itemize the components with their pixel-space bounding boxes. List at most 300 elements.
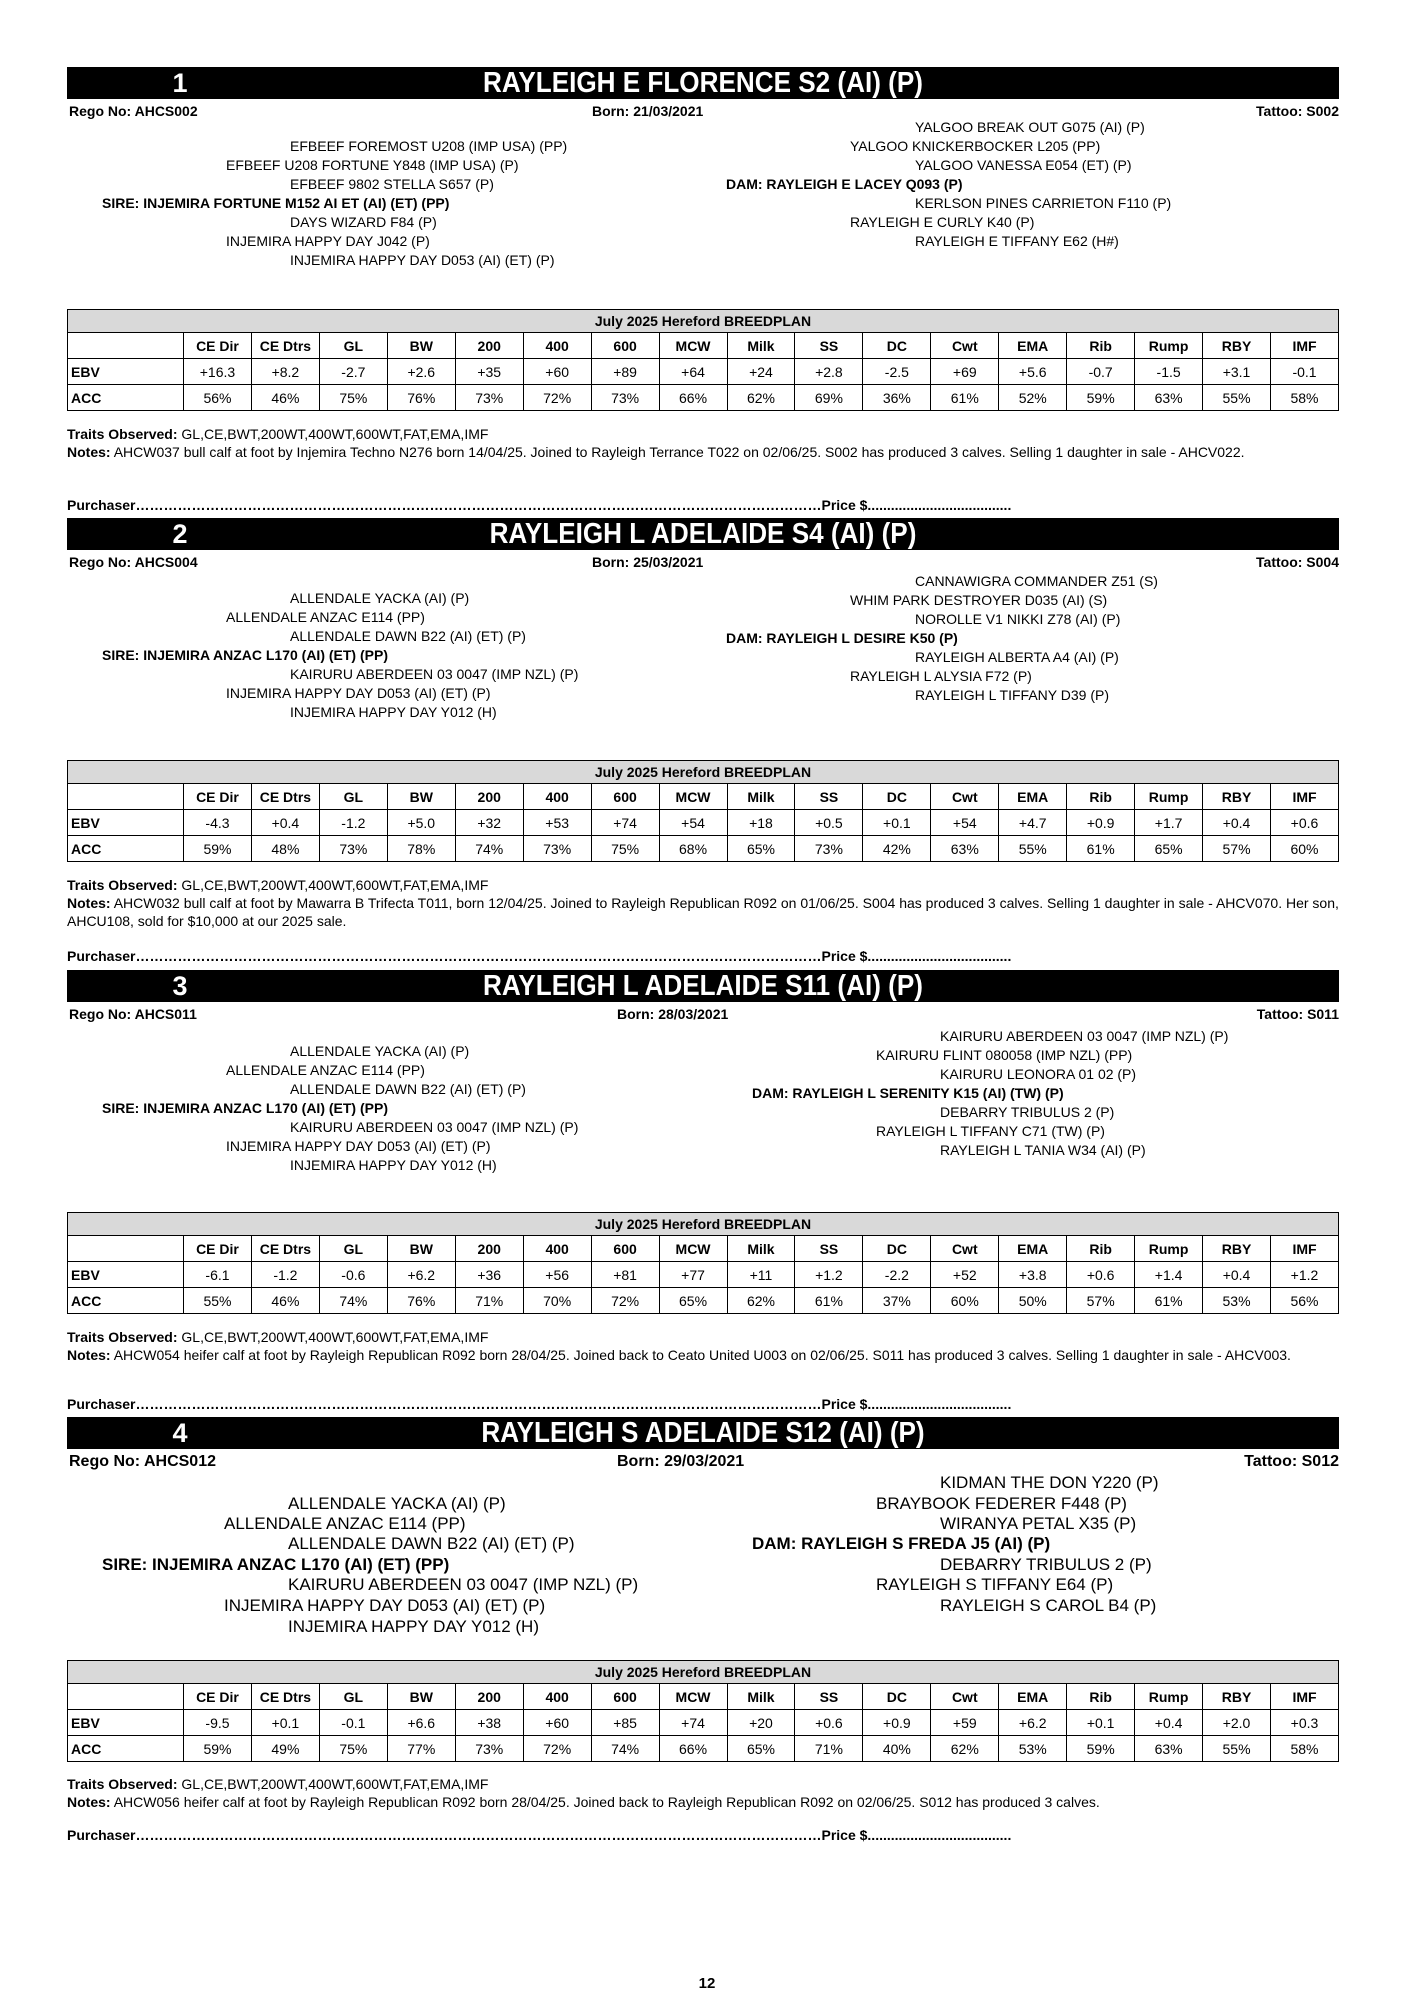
lot-name: RAYLEIGH E FLORENCE S2 (AI) (P): [483, 67, 923, 99]
sire-sire-dam: ALLENDALE DAWN B22 (AI) (ET) (P): [288, 1534, 575, 1553]
ebv-value: -4.3: [184, 810, 252, 836]
dam-dam-dam: RAYLEIGH L TANIA W34 (AI) (P): [940, 1142, 1146, 1158]
column-header: DC: [863, 1236, 931, 1262]
column-header: 400: [523, 784, 591, 810]
ebv-value: +0.4: [251, 810, 319, 836]
column-header: RBY: [1203, 784, 1271, 810]
purchaser-line[interactable]: Purchaser…………………………………………………………………………………………………………………………………Price $.....................................: [67, 948, 1012, 964]
acc-value: 72%: [591, 1288, 659, 1314]
ebv-value: +24: [727, 359, 795, 385]
ebv-value: +54: [931, 810, 999, 836]
column-header: Rib: [1067, 333, 1135, 359]
ebv-value: +89: [591, 359, 659, 385]
sire-dam-sire: KAIRURU ABERDEEN 03 0047 (IMP NZL) (P): [290, 1119, 579, 1135]
column-header: GL: [319, 333, 387, 359]
ebv-value: +6.2: [999, 1710, 1067, 1736]
acc-value: 75%: [319, 385, 387, 411]
acc-row: [68, 836, 1339, 862]
dam-dam-dam: RAYLEIGH L TIFFANY D39 (P): [915, 687, 1109, 703]
table-title: July 2025 Hereford BREEDPLAN: [68, 310, 1339, 333]
column-header: Rib: [1067, 784, 1135, 810]
born-value: 29/03/2021: [664, 1453, 745, 1470]
column-header: Rump: [1135, 1236, 1203, 1262]
acc-value: 73%: [523, 836, 591, 862]
ebv-value: +0.1: [1067, 1710, 1135, 1736]
sire-dam-dam: INJEMIRA HAPPY DAY Y012 (H): [290, 1157, 497, 1173]
lot-notes: [67, 1775, 1339, 1811]
sire-dam: INJEMIRA HAPPY DAY J042 (P): [226, 233, 430, 249]
column-header: Cwt: [931, 1236, 999, 1262]
column-header: RBY: [1203, 333, 1271, 359]
breedplan-table: [67, 1212, 1339, 1314]
column-header: EMA: [999, 1684, 1067, 1710]
acc-value: 58%: [1271, 385, 1339, 411]
ebv-value: -0.1: [319, 1710, 387, 1736]
traits-label: Traits Observed:: [67, 1329, 178, 1345]
ebv-value: +0.4: [1203, 810, 1271, 836]
column-header: GL: [319, 1236, 387, 1262]
lot-header: [67, 970, 1339, 1002]
notes-label: Notes:: [67, 895, 111, 911]
corner-cell: [68, 333, 184, 359]
ebv-row: [68, 810, 1339, 836]
column-header: CE Dir: [184, 1684, 252, 1710]
ebv-value: +0.9: [1067, 810, 1135, 836]
column-header: 600: [591, 333, 659, 359]
ebv-value: -1.5: [1135, 359, 1203, 385]
dam-sire-dam: KAIRURU LEONORA 01 02 (P): [940, 1066, 1137, 1082]
ebv-value: +0.5: [795, 810, 863, 836]
breedplan-table: [67, 760, 1339, 862]
column-header: IMF: [1271, 333, 1339, 359]
column-header-row: [68, 333, 1339, 359]
sire-sire: ALLENDALE ANZAC E114 (PP): [224, 1514, 466, 1533]
table-title: July 2025 Hereford BREEDPLAN: [68, 1661, 1339, 1684]
row-label: EBV: [68, 1262, 184, 1288]
ebv-value: +56: [523, 1262, 591, 1288]
pedigree: [67, 572, 1339, 720]
acc-value: 48%: [251, 836, 319, 862]
column-header-row: [68, 1684, 1339, 1710]
acc-value: 63%: [931, 836, 999, 862]
dam-sire-dam: NOROLLE V1 NIKKI Z78 (AI) (P): [915, 611, 1121, 627]
acc-value: 60%: [931, 1288, 999, 1314]
ebv-value: +0.6: [795, 1710, 863, 1736]
dam-dam-sire: RAYLEIGH ALBERTA A4 (AI) (P): [915, 649, 1119, 665]
sire-sire-sire: ALLENDALE YACKA (AI) (P): [290, 590, 470, 606]
rego-value: AHCS012: [143, 1453, 216, 1470]
ebv-value: +3.8: [999, 1262, 1067, 1288]
dam: DAM: RAYLEIGH L DESIRE K50 (P): [726, 630, 958, 646]
dam-sire-sire: KAIRURU ABERDEEN 03 0047 (IMP NZL) (P): [940, 1028, 1229, 1044]
ebv-value: +4.7: [999, 810, 1067, 836]
column-header: SS: [795, 333, 863, 359]
born-value: 21/03/2021: [633, 103, 704, 119]
sire-sire-sire: ALLENDALE YACKA (AI) (P): [288, 1494, 506, 1513]
column-header: 200: [455, 784, 523, 810]
acc-value: 57%: [1203, 836, 1271, 862]
lot-name: RAYLEIGH S ADELAIDE S12 (AI) (P): [481, 1417, 925, 1449]
sire-sire-dam: ALLENDALE DAWN B22 (AI) (ET) (P): [290, 1081, 526, 1097]
lot-2: [67, 518, 1339, 964]
column-header: GL: [319, 1684, 387, 1710]
acc-value: 66%: [659, 1736, 727, 1762]
breedplan-table: [67, 309, 1339, 411]
lot-number: 3: [172, 971, 188, 1001]
column-header: 600: [591, 784, 659, 810]
tattoo-label: Tattoo:: [1256, 1006, 1304, 1022]
acc-value: 59%: [184, 836, 252, 862]
lot-notes: [67, 876, 1339, 930]
ebv-value: +16.3: [184, 359, 252, 385]
column-header: DC: [863, 784, 931, 810]
column-header: 200: [455, 1684, 523, 1710]
row-label: EBV: [68, 810, 184, 836]
acc-value: 76%: [387, 385, 455, 411]
ebv-value: +0.1: [251, 1710, 319, 1736]
ebv-value: -1.2: [319, 810, 387, 836]
ebv-value: -0.1: [1271, 359, 1339, 385]
sire: SIRE: INJEMIRA FORTUNE M152 AI ET (AI) (ET) (PP): [102, 195, 450, 211]
sire-dam-dam: INJEMIRA HAPPY DAY Y012 (H): [288, 1617, 539, 1636]
lot-header: [67, 1417, 1339, 1449]
sire-dam-sire: KAIRURU ABERDEEN 03 0047 (IMP NZL) (P): [290, 666, 579, 682]
acc-value: 55%: [1203, 385, 1271, 411]
column-header: CE Dtrs: [251, 784, 319, 810]
row-label: ACC: [68, 1288, 184, 1314]
acc-value: 55%: [1203, 1736, 1271, 1762]
acc-value: 56%: [184, 385, 252, 411]
dam-sire: BRAYBOOK FEDERER F448 (P): [876, 1494, 1127, 1513]
purchaser-line[interactable]: Purchaser…………………………………………………………………………………………………………………………………Price $.....................................: [67, 1396, 1012, 1412]
page-number: 12: [698, 1975, 716, 1992]
lot-header: [67, 67, 1339, 99]
ebv-value: +77: [659, 1262, 727, 1288]
ebv-value: -2.2: [863, 1262, 931, 1288]
ebv-value: +60: [523, 1710, 591, 1736]
dam-dam-sire: DEBARRY TRIBULUS 2 (P): [940, 1555, 1152, 1574]
acc-value: 59%: [184, 1736, 252, 1762]
acc-value: 36%: [863, 385, 931, 411]
lot-name: RAYLEIGH L ADELAIDE S11 (AI) (P): [483, 970, 923, 1002]
acc-value: 74%: [455, 836, 523, 862]
dam-sire-sire: CANNAWIGRA COMMANDER Z51 (S): [915, 573, 1158, 589]
acc-value: 53%: [1203, 1288, 1271, 1314]
tattoo-value: S004: [1306, 554, 1339, 570]
sire-sire-dam: ALLENDALE DAWN B22 (AI) (ET) (P): [290, 628, 526, 644]
breedplan-table: [67, 1660, 1339, 1762]
sire-dam-dam: INJEMIRA HAPPY DAY Y012 (H): [290, 704, 497, 720]
sire-dam-sire: KAIRURU ABERDEEN 03 0047 (IMP NZL) (P): [288, 1575, 639, 1594]
column-header: BW: [387, 333, 455, 359]
lot-notes: [67, 425, 1339, 461]
acc-value: 73%: [591, 385, 659, 411]
sire-dam-dam: INJEMIRA HAPPY DAY D053 (AI) (ET) (P): [290, 252, 555, 268]
lot-meta: [67, 99, 1339, 121]
acc-value: 61%: [1135, 1288, 1203, 1314]
ebv-value: +5.6: [999, 359, 1067, 385]
acc-value: 46%: [251, 385, 319, 411]
ebv-value: -9.5: [184, 1710, 252, 1736]
tattoo-label: Tattoo:: [1244, 1453, 1298, 1470]
acc-value: 65%: [1135, 836, 1203, 862]
ebv-value: +0.6: [1271, 810, 1339, 836]
column-header: GL: [319, 784, 387, 810]
column-header: Cwt: [931, 333, 999, 359]
column-header: CE Dir: [184, 1236, 252, 1262]
column-header: Rump: [1135, 333, 1203, 359]
acc-value: 57%: [1067, 1288, 1135, 1314]
rego-label: Rego No:: [69, 103, 132, 119]
rego-label: Rego No:: [69, 1006, 132, 1022]
table-title-row: [68, 310, 1339, 333]
column-header: Milk: [727, 1236, 795, 1262]
lot-number: 1: [172, 68, 188, 98]
traits-label: Traits Observed:: [67, 877, 178, 893]
table-title: July 2025 Hereford BREEDPLAN: [68, 1213, 1339, 1236]
row-label: ACC: [68, 385, 184, 411]
ebv-value: +6.2: [387, 1262, 455, 1288]
acc-value: 58%: [1271, 1736, 1339, 1762]
acc-value: 66%: [659, 385, 727, 411]
sire-sire-sire: ALLENDALE YACKA (AI) (P): [290, 1043, 470, 1059]
acc-value: 72%: [523, 1736, 591, 1762]
column-header: EMA: [999, 1236, 1067, 1262]
rego-label: Rego No:: [69, 554, 132, 570]
sire-dam: INJEMIRA HAPPY DAY D053 (AI) (ET) (P): [226, 1138, 491, 1154]
column-header: BW: [387, 1684, 455, 1710]
purchaser-line[interactable]: Purchaser…………………………………………………………………………………………………………………………………Price $.....................................: [67, 1827, 1012, 1843]
born-label: Born:: [592, 103, 630, 119]
acc-value: 62%: [931, 1736, 999, 1762]
sire-dam-sire: DAYS WIZARD F84 (P): [290, 214, 437, 230]
acc-value: 71%: [795, 1736, 863, 1762]
tattoo-value: S011: [1307, 1006, 1339, 1022]
dam-sire: WHIM PARK DESTROYER D035 (AI) (S): [850, 592, 1108, 608]
ebv-value: +2.6: [387, 359, 455, 385]
acc-value: 73%: [455, 385, 523, 411]
acc-value: 37%: [863, 1288, 931, 1314]
tattoo-label: Tattoo:: [1256, 103, 1303, 119]
sire-dam: INJEMIRA HAPPY DAY D053 (AI) (ET) (P): [226, 685, 491, 701]
sire-dam: INJEMIRA HAPPY DAY D053 (AI) (ET) (P): [224, 1596, 546, 1615]
row-label: EBV: [68, 1710, 184, 1736]
traits-value: GL,CE,BWT,200WT,400WT,600WT,FAT,EMA,IMF: [181, 1329, 489, 1345]
ebv-value: +20: [727, 1710, 795, 1736]
sire-sire-sire: EFBEEF FOREMOST U208 (IMP USA) (PP): [290, 138, 568, 154]
column-header: SS: [795, 1236, 863, 1262]
table-title: July 2025 Hereford BREEDPLAN: [68, 761, 1339, 784]
sire-sire-dam: EFBEEF 9802 STELLA S657 (P): [290, 176, 494, 192]
ebv-value: -0.7: [1067, 359, 1135, 385]
column-header: 600: [591, 1684, 659, 1710]
lot-3: [67, 970, 1339, 1412]
column-header: Cwt: [931, 1684, 999, 1710]
ebv-value: +1.7: [1135, 810, 1203, 836]
lot-meta: [67, 1449, 1339, 1471]
traits-label: Traits Observed:: [67, 426, 178, 442]
dam: DAM: RAYLEIGH E LACEY Q093 (P): [726, 176, 963, 192]
acc-value: 55%: [184, 1288, 252, 1314]
dam: DAM: RAYLEIGH L SERENITY K15 (AI) (TW) (P): [752, 1085, 1064, 1101]
acc-value: 40%: [863, 1736, 931, 1762]
acc-value: 72%: [523, 385, 591, 411]
acc-row: [68, 1736, 1339, 1762]
ebv-value: +85: [591, 1710, 659, 1736]
column-header: MCW: [659, 784, 727, 810]
ebv-value: +0.6: [1067, 1262, 1135, 1288]
ebv-value: +35: [455, 359, 523, 385]
table-title-row: [68, 761, 1339, 784]
row-label: ACC: [68, 836, 184, 862]
pedigree: [67, 1024, 1339, 1173]
column-header: IMF: [1271, 1684, 1339, 1710]
ebv-value: +0.1: [863, 810, 931, 836]
ebv-value: +64: [659, 359, 727, 385]
dam-dam-dam: RAYLEIGH S CAROL B4 (P): [940, 1596, 1157, 1615]
column-header: Milk: [727, 784, 795, 810]
traits-label: Traits Observed:: [67, 1776, 178, 1792]
rego-value: AHCS011: [134, 1006, 197, 1022]
acc-value: 71%: [455, 1288, 523, 1314]
acc-row: [68, 385, 1339, 411]
acc-value: 69%: [795, 385, 863, 411]
column-header: 600: [591, 1236, 659, 1262]
lot-meta: [67, 550, 1339, 572]
corner-cell: [68, 1684, 184, 1710]
lot-4: [67, 1417, 1339, 1843]
ebv-value: -2.5: [863, 359, 931, 385]
dam-sire: KAIRURU FLINT 080058 (IMP NZL) (PP): [876, 1047, 1133, 1063]
acc-value: 56%: [1271, 1288, 1339, 1314]
sire-sire: ALLENDALE ANZAC E114 (PP): [226, 1062, 425, 1078]
column-header: MCW: [659, 1684, 727, 1710]
column-header: RBY: [1203, 1236, 1271, 1262]
acc-value: 63%: [1135, 385, 1203, 411]
ebv-value: +54: [659, 810, 727, 836]
lot-number: 4: [172, 1418, 188, 1448]
dam-sire-sire: YALGOO BREAK OUT G075 (AI) (P): [915, 119, 1145, 135]
acc-value: 65%: [727, 836, 795, 862]
acc-value: 55%: [999, 836, 1067, 862]
acc-value: 59%: [1067, 1736, 1135, 1762]
ebv-value: +2.8: [795, 359, 863, 385]
column-header-row: [68, 784, 1339, 810]
column-header: 400: [523, 1684, 591, 1710]
acc-value: 77%: [387, 1736, 455, 1762]
column-header: CE Dir: [184, 333, 252, 359]
ebv-value: +32: [455, 810, 523, 836]
lot-notes: [67, 1328, 1339, 1364]
ebv-value: +0.3: [1271, 1710, 1339, 1736]
acc-value: 78%: [387, 836, 455, 862]
acc-value: 61%: [795, 1288, 863, 1314]
ebv-value: +60: [523, 359, 591, 385]
dam-dam: RAYLEIGH L TIFFANY C71 (TW) (P): [876, 1123, 1105, 1139]
purchaser-line[interactable]: Purchaser…………………………………………………………………………………………………………………………………Price $.....................................: [67, 497, 1012, 513]
acc-value: 65%: [727, 1736, 795, 1762]
column-header: 400: [523, 333, 591, 359]
lot-name: RAYLEIGH L ADELAIDE S4 (AI) (P): [489, 518, 917, 550]
column-header: Rib: [1067, 1684, 1135, 1710]
acc-value: 62%: [727, 385, 795, 411]
ebv-value: +1.2: [1271, 1262, 1339, 1288]
sire-sire: ALLENDALE ANZAC E114 (PP): [226, 609, 425, 625]
acc-value: 74%: [591, 1736, 659, 1762]
sire: SIRE: INJEMIRA ANZAC L170 (AI) (ET) (PP): [102, 1100, 388, 1116]
dam-sire-sire: KIDMAN THE DON Y220 (P): [940, 1473, 1159, 1492]
rego-value: AHCS002: [134, 103, 198, 119]
column-header: Rump: [1135, 784, 1203, 810]
dam-dam: RAYLEIGH E CURLY K40 (P): [850, 214, 1035, 230]
acc-value: 76%: [387, 1288, 455, 1314]
acc-value: 75%: [319, 1736, 387, 1762]
table-title-row: [68, 1213, 1339, 1236]
ebv-value: -0.6: [319, 1262, 387, 1288]
column-header: BW: [387, 1236, 455, 1262]
acc-value: 73%: [455, 1736, 523, 1762]
dam-sire: YALGOO KNICKERBOCKER L205 (PP): [850, 138, 1101, 154]
notes-value: AHCW056 heifer calf at foot by Rayleigh Republican R092 born 28/04/25. Joined back to Rayleigh Republican R092 on 02/06/25. S012 has produced 3 calves.: [113, 1794, 1100, 1810]
column-header: EMA: [999, 333, 1067, 359]
acc-value: 50%: [999, 1288, 1067, 1314]
ebv-row: [68, 1710, 1339, 1736]
born-value: 28/03/2021: [658, 1006, 729, 1022]
acc-value: 73%: [319, 836, 387, 862]
lot-meta: [67, 1002, 1339, 1024]
ebv-value: +1.2: [795, 1262, 863, 1288]
born-label: Born:: [617, 1453, 660, 1470]
sire: SIRE: INJEMIRA ANZAC L170 (AI) (ET) (PP): [102, 647, 388, 663]
ebv-value: +11: [727, 1262, 795, 1288]
column-header: 200: [455, 333, 523, 359]
acc-value: 63%: [1135, 1736, 1203, 1762]
acc-value: 61%: [1067, 836, 1135, 862]
acc-row: [68, 1288, 1339, 1314]
column-header: DC: [863, 1684, 931, 1710]
ebv-value: -6.1: [184, 1262, 252, 1288]
acc-value: 70%: [523, 1288, 591, 1314]
column-header: DC: [863, 333, 931, 359]
acc-value: 59%: [1067, 385, 1135, 411]
ebv-value: +0.4: [1203, 1262, 1271, 1288]
column-header: SS: [795, 1684, 863, 1710]
dam-sire-dam: YALGOO VANESSA E054 (ET) (P): [915, 157, 1132, 173]
traits-value: GL,CE,BWT,200WT,400WT,600WT,FAT,EMA,IMF: [181, 426, 489, 442]
acc-value: 75%: [591, 836, 659, 862]
ebv-value: +36: [455, 1262, 523, 1288]
notes-value: AHCW054 heifer calf at foot by Rayleigh Republican R092 born 28/04/25. Joined back to Ceato United U003 on 02/06/25. S011 has produced 3 calves. Selling 1 daughter in sale - AHCV003.: [113, 1347, 1291, 1363]
dam-dam-sire: KERLSON PINES CARRIETON F110 (P): [915, 195, 1172, 211]
acc-value: 65%: [659, 1288, 727, 1314]
rego-label: Rego No:: [69, 1453, 141, 1470]
dam-sire-dam: WIRANYA PETAL X35 (P): [940, 1514, 1137, 1533]
column-header: Cwt: [931, 784, 999, 810]
notes-label: Notes:: [67, 1794, 111, 1810]
acc-value: 62%: [727, 1288, 795, 1314]
born-label: Born:: [592, 554, 630, 570]
acc-value: 49%: [251, 1736, 319, 1762]
acc-value: 61%: [931, 385, 999, 411]
ebv-value: -1.2: [251, 1262, 319, 1288]
ebv-value: +59: [931, 1710, 999, 1736]
notes-value: AHCW032 bull calf at foot by Mawarra B Trifecta T011, born 12/04/25. Joined to Rayleigh Republican R092 on 01/06/25. S004 has produced 3 calves. Selling 1 daughter in sale - AHCV070. Her son, AHCU108, sold for $10,000 at our 2025 sale.: [67, 895, 1339, 929]
ebv-value: +0.9: [863, 1710, 931, 1736]
ebv-value: +74: [591, 810, 659, 836]
table-title-row: [68, 1661, 1339, 1684]
column-header: Milk: [727, 1684, 795, 1710]
tattoo-value: S012: [1301, 1453, 1339, 1470]
